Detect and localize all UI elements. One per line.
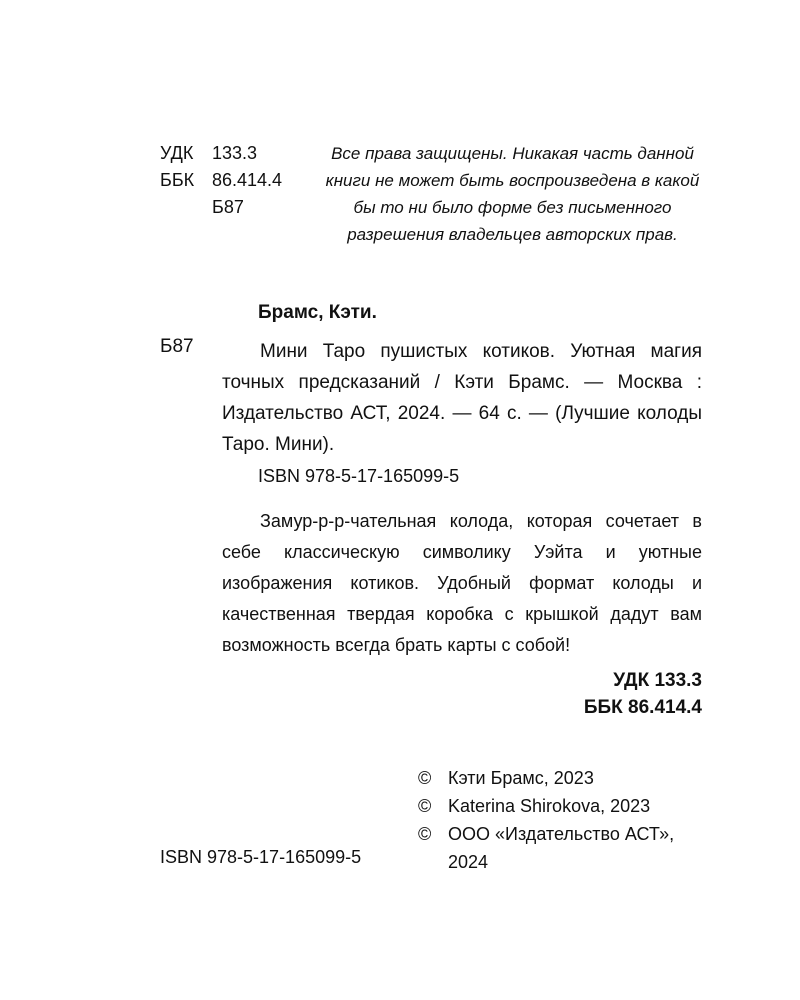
bbk-label: ББК	[160, 170, 195, 190]
copyright-line	[418, 792, 708, 820]
copyright-holder: Кэти Брамс, 2023	[448, 768, 594, 788]
bbk-value: 86.414.4	[212, 170, 283, 190]
copyright-block	[418, 764, 708, 876]
isbn: ISBN 978-5-17-165099-5	[258, 466, 460, 486]
udc-label: УДК	[160, 143, 194, 163]
author-sign: Б87	[212, 197, 244, 217]
isbn-bottom: ISBN 978-5-17-165099-5	[160, 847, 362, 867]
copyright-icon: ©	[418, 824, 432, 844]
udc-value: 133.3	[212, 143, 258, 163]
author-sign-row	[160, 194, 282, 221]
bbk-right: ББК 86.414.4	[583, 697, 702, 718]
shelf-code: Б87	[160, 336, 194, 357]
classification-codes	[160, 140, 282, 221]
copyright-line	[418, 764, 708, 792]
udc-right: УДК 133.3	[613, 670, 702, 691]
rights-notice: Все права защищены. Никакая часть данной книги не может быть воспроизведена в какой бы то ни было форме без письменного разрешения владельцев авторских прав.	[325, 144, 700, 244]
bibliographic-description: Мини Таро пушистых котиков. Уютная магия точных предсказаний / Кэти Брамс. — Москва : Издательство АСТ, 2024. — 64 с. — (Лучшие колоды Таро. Мини).	[222, 341, 702, 455]
copyright-holder: ООО «Издательство АСТ», 2024	[448, 824, 675, 872]
copyright-icon: ©	[418, 796, 432, 816]
annotation: Замур-р-р-чательная колода, которая сочетает в себе классическую символику Уэйта и уютные изображения котиков. Удобный формат колоды и качественная твердая коробка с крышкой дадут вам возможность всегда брать карты с собой!	[222, 511, 702, 655]
author-name: Брамс, Кэти.	[258, 302, 377, 323]
copyright-line	[418, 820, 708, 876]
copyright-holder: Katerina Shirokova, 2023	[448, 796, 651, 816]
bbk-row	[160, 167, 282, 194]
classification-codes-right	[584, 667, 702, 721]
udc-row	[160, 140, 282, 167]
copyright-icon: ©	[418, 768, 432, 788]
